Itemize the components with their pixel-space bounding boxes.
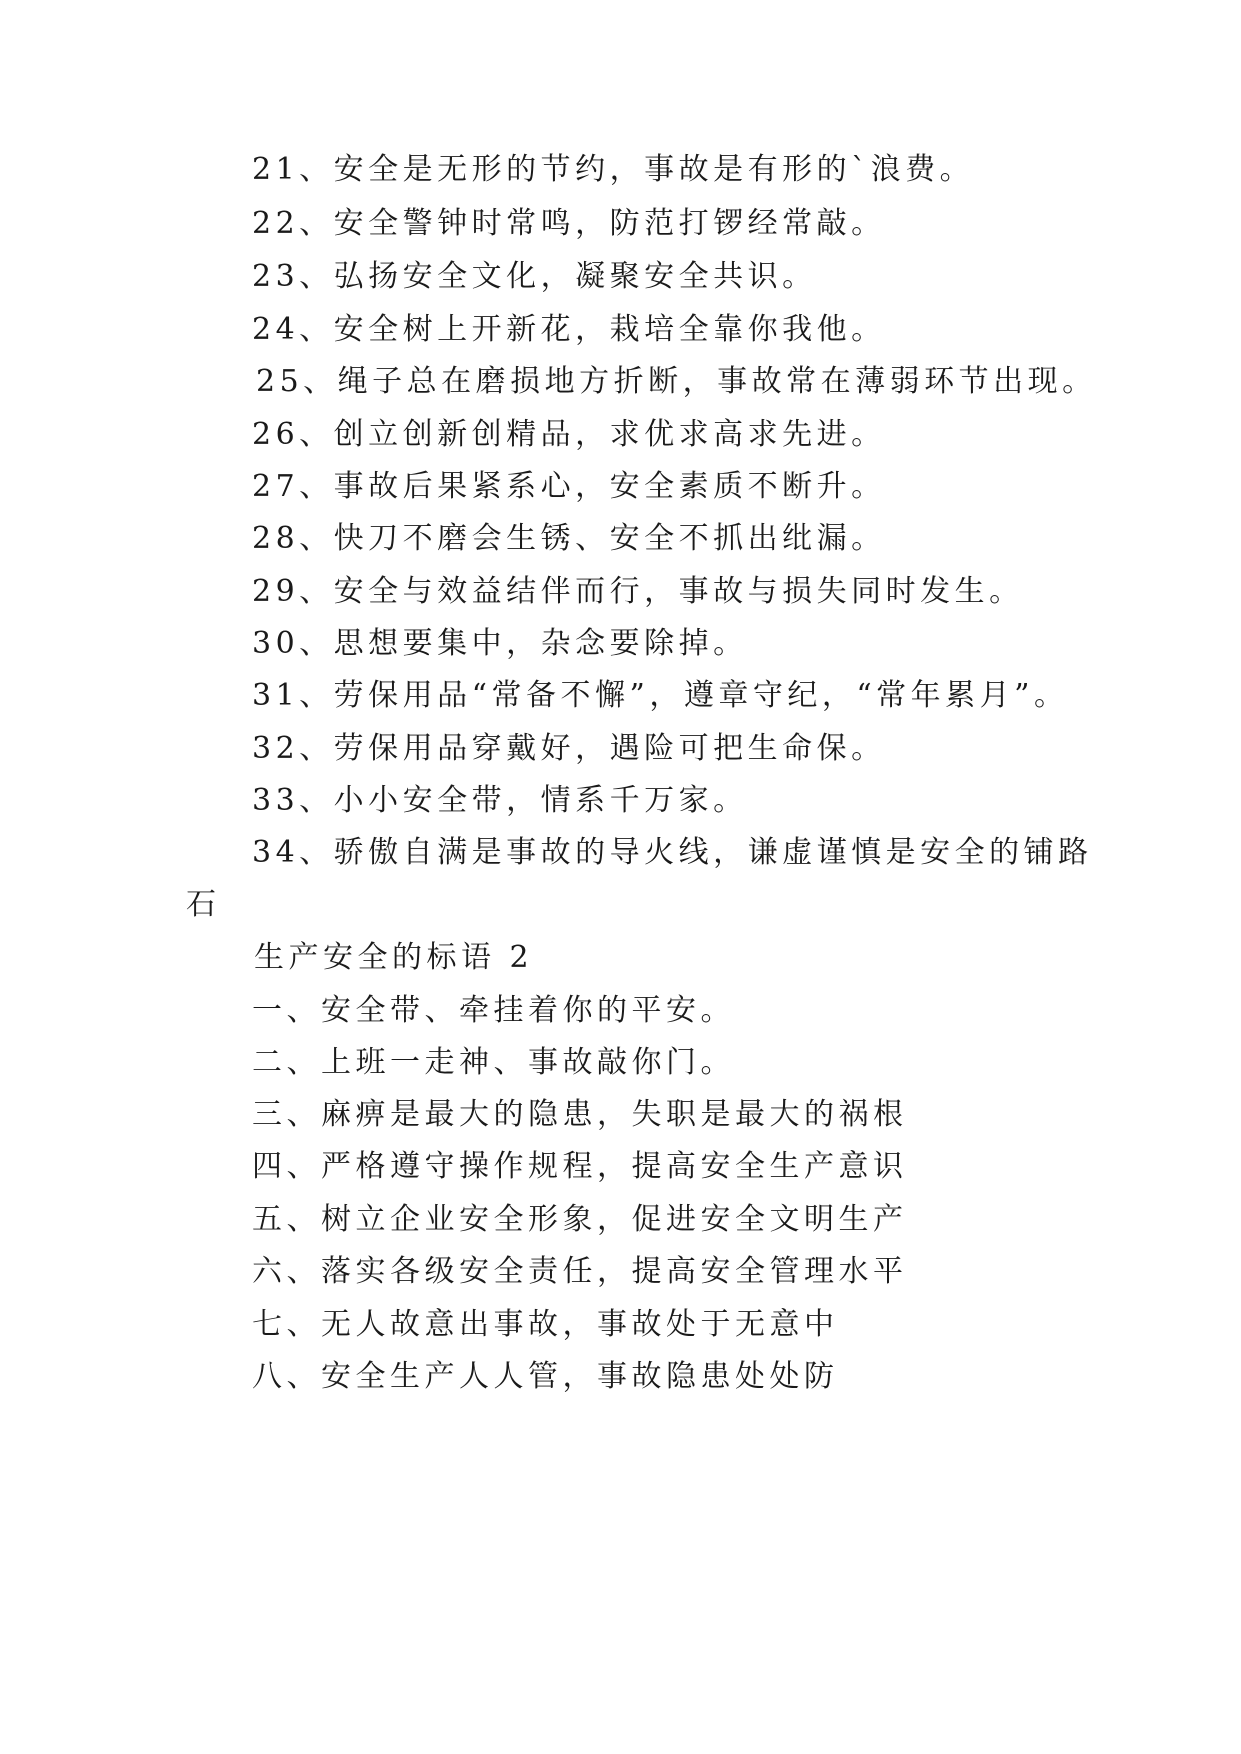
text-line: 八、安全生产人人管，事故隐患处处防: [252, 1359, 839, 1394]
text-line: 25、绳子总在磨损地方折断，事故常在薄弱环节出现。: [256, 364, 1097, 399]
text-line: 28、快刀不磨会生锈、安全不抓出纰漏。: [252, 521, 886, 556]
text-line: 24、安全树上开新花，栽培全靠你我他。: [252, 312, 886, 347]
text-line: 32、劳保用品穿戴好，遇险可把生命保。: [252, 731, 886, 766]
text-line: 二、上班一走神、事故敲你门。: [252, 1045, 735, 1080]
text-line: 34、骄傲自满是事故的导火线，谦虚谨慎是安全的铺路: [252, 835, 1093, 870]
text-line: 33、小小安全带，情系千万家。: [252, 783, 748, 818]
text-line: 30、思想要集中，杂念要除掉。: [252, 626, 748, 661]
text-line: 22、安全警钟时常鸣，防范打锣经常敲。: [252, 206, 886, 241]
text-line: 七、无人故意出事故，事故处于无意中: [252, 1307, 839, 1342]
text-line: 29、安全与效益结伴而行，事故与损失同时发生。: [252, 574, 1024, 609]
text-line: 三、麻痹是最大的隐患，失职是最大的祸根: [252, 1097, 908, 1132]
text-line: 31、劳保用品“常备不懈”，遵章守纪，“常年累月”。: [252, 678, 1069, 713]
section-heading: 生产安全的标语 2: [254, 940, 534, 975]
text-line: 石: [186, 887, 221, 922]
text-line: 27、事故后果紧系心，安全素质不断升。: [252, 469, 886, 504]
text-line: 五、树立企业安全形象，促进安全文明生产: [252, 1202, 908, 1237]
text-line: 四、严格遵守操作规程，提高安全生产意识: [252, 1149, 908, 1184]
text-line: 21、安全是无形的节约，事故是有形的`浪费。: [252, 152, 975, 187]
text-line: 26、创立创新创精品，求优求高求先进。: [252, 417, 886, 452]
text-line: 23、弘扬安全文化，凝聚安全共识。: [252, 259, 817, 294]
text-line: 一、安全带、牵挂着你的平安。: [252, 993, 735, 1028]
text-line: 六、落实各级安全责任，提高安全管理水平: [252, 1254, 908, 1289]
